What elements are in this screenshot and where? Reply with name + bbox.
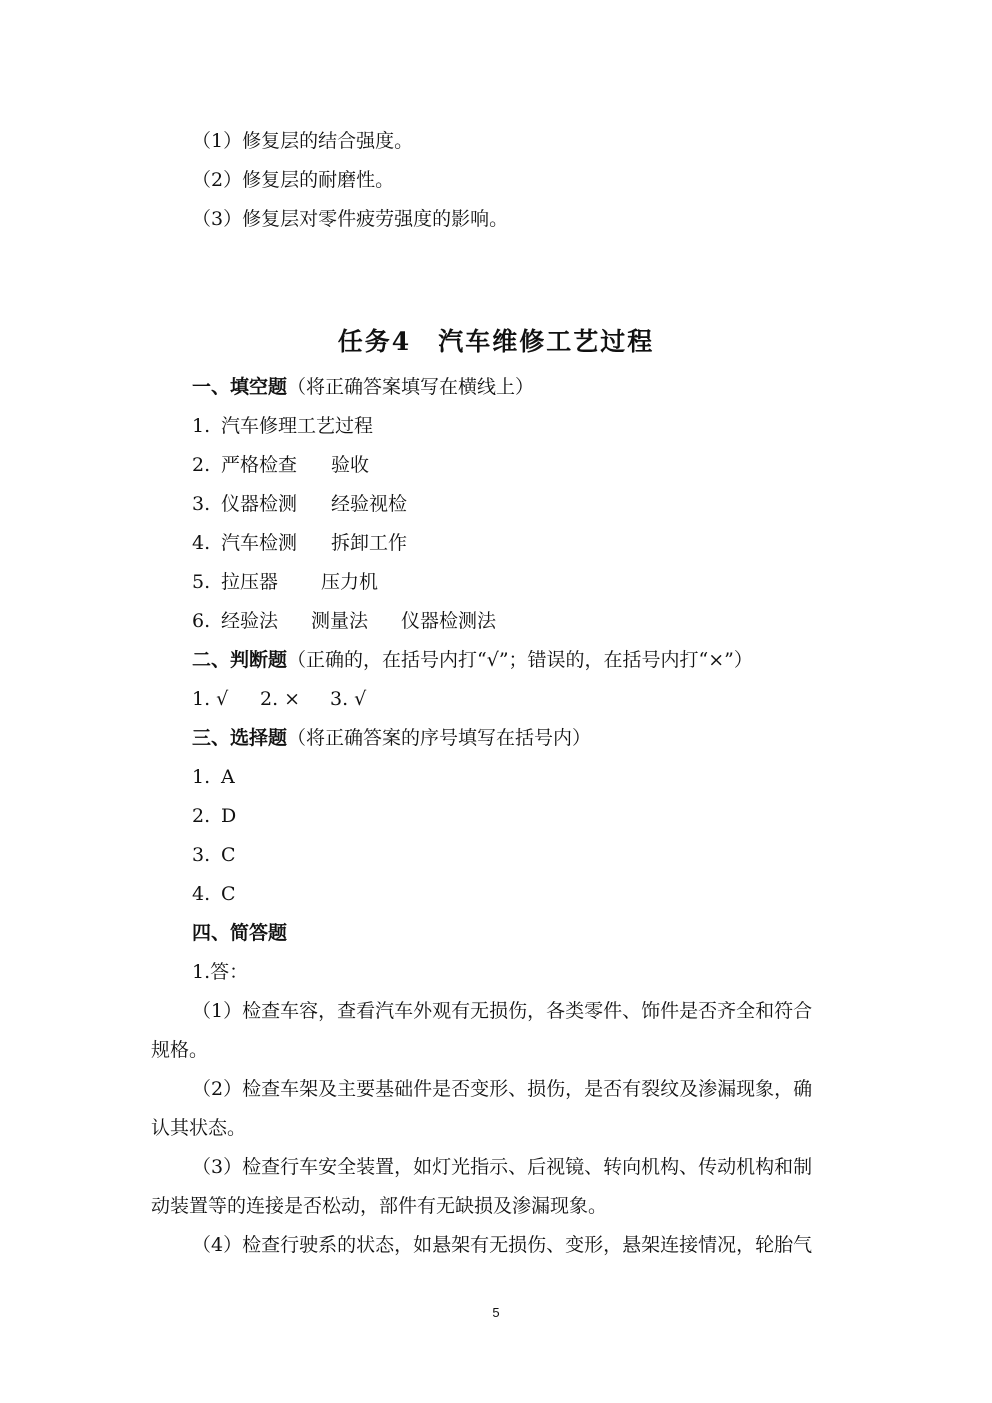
tf-answer: 2. × <box>260 688 301 710</box>
fill-answer-row <box>192 413 373 439</box>
tf-answer: 3. √ <box>330 688 367 710</box>
answer-text: 严格检查 <box>221 454 298 476</box>
paragraph-line: 动装置等的连接是否松动，部件有无缺损及渗漏现象。 <box>151 1195 608 1217</box>
item-number: 3. <box>192 844 211 866</box>
answer-text: 仪器检测法 <box>401 610 497 632</box>
item-number: 2. <box>192 454 211 476</box>
fill-answer-row <box>192 569 378 595</box>
section-heading-fill-blank <box>192 374 534 400</box>
paragraph-line: （1）检查车容，查看汽车外观有无损伤，各类零件、饰件是否齐全和符合 <box>192 1000 813 1022</box>
section-note: （将正确答案填写在横线上） <box>287 376 535 398</box>
tf-answer: 1. √ <box>192 688 229 710</box>
choice-answer-row <box>192 842 236 868</box>
section-heading-label: 二、判断题 <box>192 649 288 671</box>
answer-text: 仪器检测 <box>221 493 298 515</box>
choice-answer-row <box>192 764 235 790</box>
paragraph-line: （2）检查车架及主要基础件是否变形、损伤，是否有裂纹及渗漏现象，确 <box>192 1078 813 1100</box>
section-heading-label: 三、选择题 <box>192 727 288 749</box>
answer-label: 1.答： <box>192 961 249 983</box>
fill-answer-row <box>192 530 407 556</box>
fill-answer-row <box>192 608 496 634</box>
intro-item: （1）修复层的结合强度。 <box>192 130 414 152</box>
choice-answer: C <box>221 883 236 905</box>
item-number: 6. <box>192 610 211 632</box>
item-number: 5. <box>192 571 211 593</box>
answer-text: 拉压器 <box>221 571 279 593</box>
item-number: 2. <box>192 805 211 827</box>
section-heading-true-false <box>192 647 753 673</box>
paragraph-line: 认其状态。 <box>151 1117 247 1139</box>
choice-answer: C <box>221 844 236 866</box>
paragraph-line: （4）检查行驶系的状态，如悬架有无损伤、变形，悬架连接情况，轮胎气 <box>192 1234 813 1256</box>
answer-text: 压力机 <box>321 571 379 593</box>
intro-item: （3）修复层对零件疲劳强度的影响。 <box>192 208 509 230</box>
answer-text: 汽车检测 <box>221 532 298 554</box>
item-number: 4. <box>192 883 211 905</box>
answer-text: 验收 <box>331 454 370 476</box>
fill-answer-row <box>192 452 369 478</box>
section-heading-choice <box>192 725 591 751</box>
answer-text: 经验视检 <box>331 493 408 515</box>
choice-answer: D <box>221 805 237 827</box>
page-number: 5 <box>492 1305 500 1320</box>
choice-answer-row <box>192 881 236 907</box>
answer-text: 测量法 <box>311 610 369 632</box>
true-false-answers <box>192 686 366 712</box>
item-number: 1. <box>192 766 211 788</box>
answer-text: 汽车修理工艺过程 <box>221 415 374 437</box>
section-heading-label: 一、填空题 <box>192 376 288 398</box>
intro-item: （2）修复层的耐磨性。 <box>192 169 395 191</box>
item-number: 4. <box>192 532 211 554</box>
fill-answer-row <box>192 491 407 517</box>
item-number: 1. <box>192 415 211 437</box>
answer-text: 拆卸工作 <box>331 532 408 554</box>
choice-answer: A <box>221 766 235 788</box>
answer-text: 经验法 <box>221 610 279 632</box>
section-heading-short-answer: 四、简答题 <box>192 922 288 944</box>
item-number: 3. <box>192 493 211 515</box>
paragraph-line: 规格。 <box>151 1039 209 1061</box>
paragraph-line: （3）检查行车安全装置，如灯光指示、后视镜、转向机构、传动机构和制 <box>192 1156 813 1178</box>
choice-answer-row <box>192 803 236 829</box>
task-title: 任务4 汽车维修工艺过程 <box>337 327 655 356</box>
section-note: （正确的，在括号内打“√”；错误的，在括号内打“×”） <box>287 649 753 671</box>
section-note: （将正确答案的序号填写在括号内） <box>287 727 592 749</box>
